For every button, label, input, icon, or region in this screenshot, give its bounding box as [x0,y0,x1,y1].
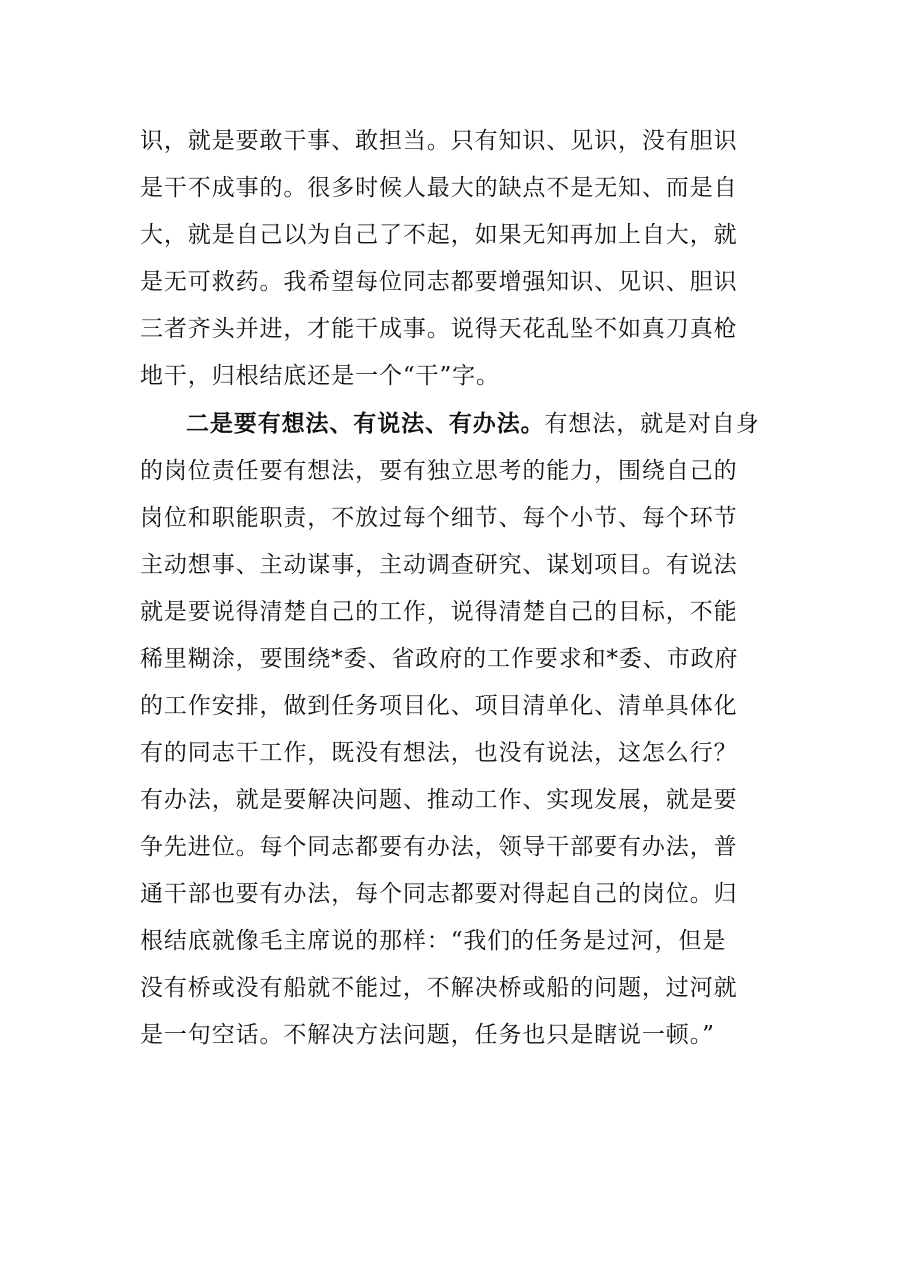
document-body [140,118,770,1059]
paragraph-heading: 二是要有想法、有说法、有办法。 [186,410,545,437]
text-line: 稀里糊涂，要围绕*委、省政府的工作要求和*委、市政府 [140,646,739,672]
text-line: 识，就是要敢干事、敢担当。只有知识、见识，没有胆识 [140,128,738,154]
text-line: 的工作安排，做到任务项目化、项目清单化、清单具体化 [140,693,738,719]
text-line: 是无可救药。我希望每位同志都要增强知识、见识、胆识 [140,269,738,295]
text-line [140,400,770,448]
text-line: 是干不成事的。很多时候人最大的缺点不是无知、而是自 [140,175,738,201]
text-line: 有的同志干工作，既没有想法，也没有说法，这怎么行？ [140,740,738,766]
text-line: 通干部也要有办法，每个同志都要对得起自己的岗位。归 [140,881,738,907]
text-line: 三者齐头并进，才能干成事。说得天花乱坠不如真刀真枪 [140,316,738,342]
text-line: 有办法，就是要解决问题、推动工作、实现发展，就是要 [140,787,738,813]
text-line: 争先进位。每个同志都要有办法，领导干部要有办法，普 [140,834,738,860]
paragraph-2 [140,400,770,1059]
text-line: 岗位和职能职责，不放过每个细节、每个小节、每个环节 [140,505,738,531]
text-line: 主动想事、主动谋事，主动调查研究、谋划项目。有说法 [140,552,738,578]
heading-continuation: 有想法，就是对自身 [544,411,760,437]
text-line: 是一句空话。不解决方法问题，任务也只是瞎说一顿。” [140,1022,715,1048]
text-line: 的岗位责任要有想法，要有独立思考的能力，围绕自己的 [140,458,738,484]
text-line: 大，就是自己以为自己了不起，如果无知再加上自大，就 [140,222,738,248]
text-line: 没有桥或没有船就不能过，不解决桥或船的问题，过河就 [140,975,738,1001]
text-line: 就是要说得清楚自己的工作，说得清楚自己的目标，不能 [140,599,738,625]
text-line: 地干，归根结底还是一个“干”字。 [140,363,500,389]
text-line: 根结底就像毛主席说的那样：“我们的任务是过河，但是 [140,928,727,954]
paragraph-1 [140,118,770,400]
